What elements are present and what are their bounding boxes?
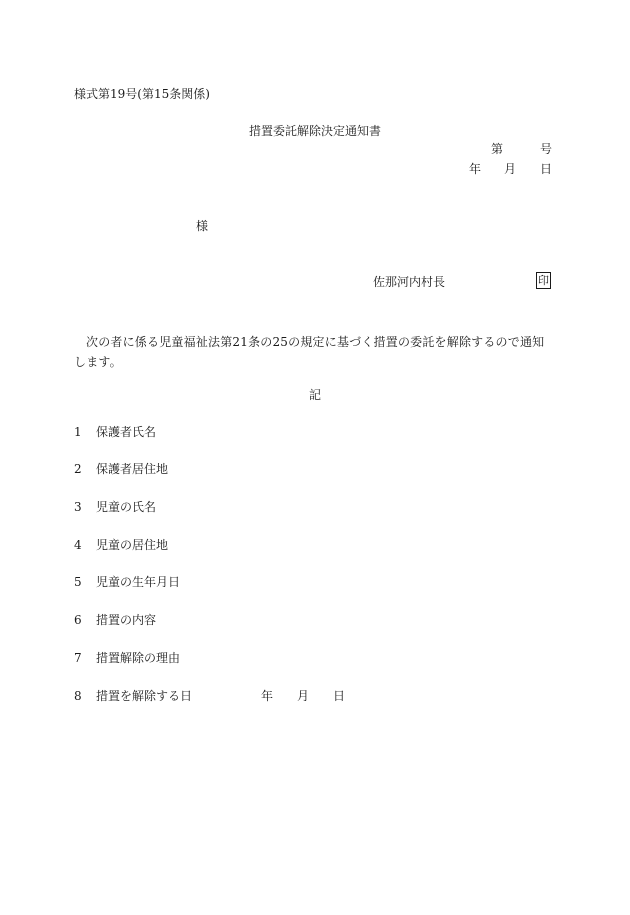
item-number: 1 xyxy=(74,425,82,439)
item-label: 児童の氏名 xyxy=(96,500,157,514)
item-label: 保護者居住地 xyxy=(96,462,169,476)
item-number: 7 xyxy=(74,651,82,665)
list-item xyxy=(74,652,180,664)
list-item xyxy=(74,576,180,588)
termination-date-month: 月 xyxy=(297,689,310,703)
item-number: 8 xyxy=(74,689,82,703)
item-label: 保護者氏名 xyxy=(96,425,157,439)
termination-date-year: 年 xyxy=(261,689,274,703)
item-label: 措置解除の理由 xyxy=(96,651,181,665)
document-title: 措置委託解除決定通知書 xyxy=(248,124,381,138)
list-item xyxy=(74,426,156,438)
issue-date-month: 月 xyxy=(504,162,517,176)
list-item xyxy=(74,539,168,551)
notice-body-text: 次の者に係る児童福祉法第21条の25の規定に基づく措置の委託を解除するので通知します。 xyxy=(74,335,545,369)
ki-heading: 記 xyxy=(308,388,321,402)
item-number: 6 xyxy=(74,613,82,627)
item-number: 4 xyxy=(74,538,82,552)
issuer-name: 佐那河内村長 xyxy=(373,275,446,289)
list-item xyxy=(74,501,156,513)
form-number: 様式第19号(第15条関係) xyxy=(74,87,210,101)
list-item xyxy=(74,690,192,702)
addressee-honorific: 様 xyxy=(196,219,209,233)
document-number-suffix: 号 xyxy=(540,142,553,156)
item-number: 3 xyxy=(74,500,82,514)
item-number: 5 xyxy=(74,575,82,589)
item-label: 措置を解除する日 xyxy=(96,689,193,703)
document-number-prefix: 第 xyxy=(491,142,504,156)
termination-date-day: 日 xyxy=(333,689,346,703)
list-item xyxy=(74,614,156,626)
item-label: 児童の居住地 xyxy=(96,538,169,552)
issue-date-year: 年 xyxy=(469,162,482,176)
item-label: 児童の生年月日 xyxy=(96,575,181,589)
list-item xyxy=(74,463,168,475)
seal-stamp: 印 xyxy=(538,274,549,287)
item-label: 措置の内容 xyxy=(96,613,157,627)
item-number: 2 xyxy=(74,462,82,476)
issue-date-day: 日 xyxy=(540,162,553,176)
